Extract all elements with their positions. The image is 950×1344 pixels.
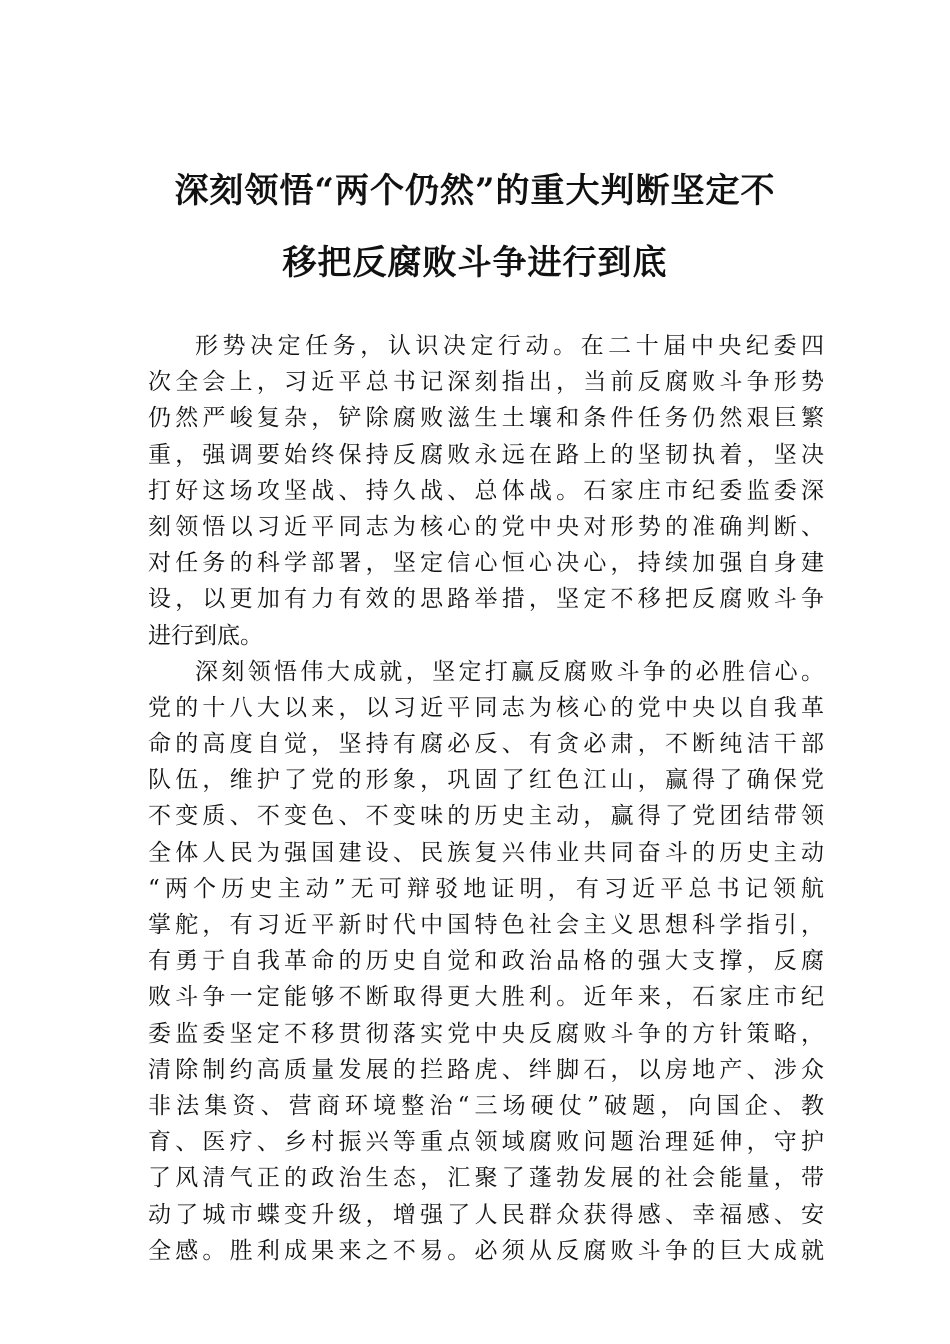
paragraph-line: 全体人民为强国建设、民族复兴伟业共同奋斗的历史主动: [148, 839, 824, 866]
paragraph-line: 掌舵，有习近平新时代中国特色社会主义思想科学指引，: [148, 912, 824, 938]
paragraph-line: 刻领悟以习近平同志为核心的党中央对形势的准确判断、: [148, 513, 824, 540]
paragraph-line: 仍然严峻复杂，铲除腐败滋生土壤和条件任务仍然艰巨繁: [148, 405, 824, 432]
paragraph-line: 委监委坚定不移贯彻落实党中央反腐败斗争的方针策略，: [148, 1020, 824, 1047]
paragraph-line: 清除制约高质量发展的拦路虎、绊脚石，以房地产、涉众: [148, 1056, 824, 1083]
document-body: [148, 328, 824, 1269]
paragraph: [148, 328, 824, 654]
paragraph-line: 育、医疗、乡村振兴等重点领域腐败问题治理延伸，守护: [148, 1129, 824, 1156]
paragraph-line: 形势决定任务，认识决定行动。在二十届中央纪委四: [195, 333, 824, 359]
paragraph-line: 打好这场攻坚战、持久战、总体战。石家庄市纪委监委深: [148, 477, 824, 504]
paragraph-line: 重，强调要始终保持反腐败永远在路上的坚韧执着，坚决: [148, 441, 824, 468]
paragraph-line: 设，以更加有力有效的思路举措，坚定不移把反腐败斗争: [148, 586, 824, 613]
paragraph-line: 深刻领悟伟大成就，坚定打赢反腐败斗争的必胜信心。: [195, 658, 824, 685]
paragraph-line: 全感。胜利成果来之不易。必须从反腐败斗争的巨大成就: [148, 1237, 824, 1264]
paragraph-line: 非法集资、营商环境整治“三场硬仗”破题，向国企、教: [148, 1092, 824, 1119]
paragraph-line: 对任务的科学部署，坚定信心恒心决心，持续加强自身建: [148, 550, 824, 577]
paragraph-line: 败斗争一定能够不断取得更大胜利。近年来，石家庄市纪: [148, 984, 824, 1011]
paragraph-line: 动了城市蝶变升级，增强了人民群众获得感、幸福感、安: [148, 1201, 824, 1228]
paragraph-line: 不变质、不变色、不变味的历史主动，赢得了党团结带领: [148, 803, 824, 830]
paragraph-line: 进行到底。: [148, 622, 263, 649]
paragraph-line: “两个历史主动”无可辩驳地证明，有习近平总书记领航: [148, 875, 824, 902]
paragraph-line: 队伍，维护了党的形象，巩固了红色江山，赢得了确保党: [148, 767, 824, 794]
document-title-line-1: 深刻领悟“两个仍然”的重大判断坚定不: [174, 171, 776, 211]
paragraph-line: 有勇于自我革命的历史自觉和政治品格的强大支撑，反腐: [148, 948, 824, 975]
paragraph-line: 次全会上，习近平总书记深刻指出，当前反腐败斗争形势: [148, 369, 824, 396]
paragraph: [148, 654, 824, 1269]
paragraph-line: 党的十八大以来，以习近平同志为核心的党中央以自我革: [148, 694, 824, 721]
paragraph-line: 了风清气正的政治生态，汇聚了蓬勃发展的社会能量，带: [148, 1165, 824, 1192]
paragraph-line: 命的高度自觉，坚持有腐必反、有贪必肃，不断纯洁干部: [148, 731, 824, 758]
document-title-line-2: 移把反腐败斗争进行到底: [282, 243, 668, 283]
